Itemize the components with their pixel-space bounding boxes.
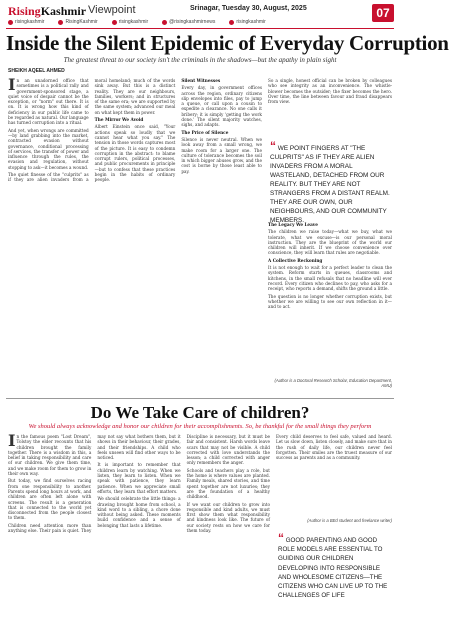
- social-label: RisingKashmir: [65, 19, 98, 25]
- article-paragraph: Every day, in government offices across the region, ordinary citizens slip envelopes into files, pay to jump a queue, or call upon a cousin to expedite a clearance. No one calls it bribery; it is simply 'getting the work done.' The silent majority watches, sighs, and adapts.: [181, 85, 262, 128]
- pull-quote-text: WE POINT FINGERS AT "THE CULPRITS" AS IF THEY ARE ALIEN INVADERS FROM A MORAL WASTELAND, DETACHED FROM OUR REALITY. BUT THEY ARE NOT STRANGERS FROM A DISTANT REALM. THEY ARE OUR OWN, OUR NEIGHBOURS, AND OUR COMMUNITY MEMBERS.: [270, 145, 390, 224]
- article-body: [8, 75, 262, 396]
- pull-quote: [270, 139, 392, 225]
- article-paragraph: Albert Einstein once said, "Your actions speak so loudly that we cannot hear what you say." The tension in those words captures most of the picture. It is easy to condemn corruption in the abstract: to blame corrupt rulers, political processes, and public procurements in principle—but to confess that these practices begin in the habits of ordinary people.: [94, 124, 176, 183]
- article-paragraph: The quiet finesse of the "culprits" as if they are alien invaders from a moral homeland; much of the words sink away. But this is a distinct reality. They are our neighbours, families, workers; and in structures of the same era; we are supported by the same system; advanced our meal on what kept them in power.: [8, 78, 176, 183]
- article-byline: SHEIKH AQEEL AHMED: [8, 68, 65, 74]
- article-paragraph: The question is no longer whether corruption exists, but whether we are willing to see our own reflection in it—and to act.: [268, 293, 392, 310]
- quote-mark-icon: “: [270, 139, 276, 153]
- pull-quote-text: GOOD PARENTING AND GOOD ROLE MODELS ARE ESSENTIAL TO GUIDING OUR CHILDREN DEVELOPING INTO RESPONSIBLE AND WHOLESOME CITIZENS—THE CITIZENS WHO CAN LIVE UP TO THE CHALLENGES OF LIFE: [278, 537, 388, 600]
- article-divider: [6, 398, 394, 399]
- article-sidebar-text: [268, 78, 392, 138]
- article-paragraph: The children we raise today—what we buy, what we tolerate, what we excuse—is our personal moral instruction. They are the blueprint of the world our children will inherit. If we choose convenience over conscience, they will learn that rules are negotiable.: [268, 229, 392, 256]
- social-link-twitter[interactable]: [58, 18, 97, 26]
- page-number-badge: 07: [372, 4, 394, 22]
- article-deck: The greatest threat to our society isn't the criminals in the shadows—but the apathy in plain sight: [63, 56, 337, 64]
- article-body-2: [8, 431, 270, 638]
- article-paragraph: In an unadorned office that sometimes is a political rally and government-sponsored stage, a quiet voice of despair cannot be the exception, or "norm" out there. It is on. It is wrong how this kind of deficiency in our public life came to be regarded as natural. Our language has turned corruption into a ritual.: [8, 75, 89, 126]
- article-paragraph: It is not enough to wait for a perfect leader to clean the system. Reform starts in queues, classrooms and kitchens, in the small refusals that no headline will ever record. Every citizen who declines to pay, who asks for a receipt, who reports a demand, shifts the ground a little.: [268, 265, 392, 292]
- article-paragraph: Silence is never neutral. When we look away from a small wrong, we make room for a larger one. The culture of tolerance becomes the soil in which bigger abuses grow, and the cost is borne by those least able to pay.: [181, 136, 262, 174]
- article-paragraph: Children need attention more than anything else. Their pain is quiet. They may not say what bothers them, but it shows in their behaviour, their grades, and their friendships. A child who feels unseen will find other ways to be noticed.: [8, 434, 181, 534]
- brand-accent: Kashmir: [40, 4, 87, 18]
- brand-logo[interactable]: [8, 4, 86, 19]
- article-subhead: A Collective Reckoning: [268, 257, 323, 263]
- article-headline: Inside the Silent Epidemic of Everyday Corruption: [6, 31, 449, 55]
- social-link-youtube[interactable]: [162, 18, 215, 26]
- article-subhead: The Legacy We Leave: [268, 222, 318, 227]
- article-paragraph: Schools and teachers play a role, but the home is where values are planted. Family meals, shared stories, and time spent together are not luxuries; they are the foundation of a healthy childhood.: [186, 467, 270, 500]
- social-label: risingkashmir: [118, 19, 149, 25]
- article-paragraph: It is important to remember that children learn by watching. When we listen, they learn to listen. When we speak with patience, they learn patience. When we appreciate small efforts, they learn that effort matters.: [97, 462, 181, 494]
- social-links: [8, 18, 368, 26]
- article-paragraph: So a single, honest official can be broken by colleagues who see integrity as an inconvenience. The whistle-blower becomes the outsider; the fixer becomes the hero. Over time, the line between favour and fraud disappears from view.: [268, 78, 392, 105]
- facebook-icon: [8, 20, 13, 25]
- header-rule: [6, 28, 394, 29]
- article-sidebar-text-2: [268, 222, 392, 392]
- article-paragraph: But today, we find ourselves racing from one responsibility to another. Parents spend long hours at work, and children are often left alone with screens. The result is a generation that is connected to the world yet disconnected from the people closest to them.: [8, 478, 92, 521]
- twitter-icon: [58, 20, 63, 25]
- masthead: [0, 0, 400, 28]
- article-subhead: The Price of Silence: [181, 129, 229, 135]
- section-title: Viewpoint: [88, 4, 136, 16]
- article-headline-2: Do We Take Care of children?: [90, 403, 310, 422]
- social-link-facebook[interactable]: [8, 18, 44, 26]
- youtube-icon: [162, 20, 167, 25]
- author-note-2: (Author is a BEd student and freelance writer): [307, 518, 392, 523]
- social-label: @risingkashmirnews: [169, 19, 216, 25]
- article-deck-2: We should always acknowledge and honor our children for their accomplishments. So, be thankful for the small things they perform: [28, 423, 372, 430]
- pull-quote-2: [278, 531, 392, 600]
- article-paragraph: And yet, when wrongs are committed—by land grabbing into the market, contracted evasion without governance, conditional processing of services, the transfer of power and influence through the rules, the evasion and regulation, without stopping to ask—it becomes a wound.: [8, 127, 89, 170]
- author-note: (Author is a Doctoral Research Scholar, Education Department, AMU): [274, 378, 392, 388]
- social-link-whatsapp[interactable]: [229, 18, 265, 26]
- article-paragraph: If we want our children to grow into responsible and kind adults, we must first show them what responsibility and kindness look like. The future of our society rests on how we care for them today.: [186, 501, 270, 534]
- article-paragraph: We should celebrate the little things: a drawing brought home from school, a kind word to a sibling, a chore done without being asked. These moments build confidence and a sense of belonging that lasts a lifetime.: [97, 496, 181, 528]
- instagram-icon: [112, 20, 117, 25]
- brand-main: Rising: [8, 4, 41, 18]
- article-subhead: The Mirror We Avoid: [94, 117, 144, 123]
- article-paragraph: In the famous poem "Lost Dream", Tolstoy the elder recounts that his children brought the family together. There is a wisdom in this, a belief in taking responsibility and care of our children. We give them time, and we make room for them to grow in their own way.: [8, 431, 92, 477]
- whatsapp-icon: [229, 20, 234, 25]
- article-paragraph: Discipline is necessary, but it must be fair and consistent. Harsh words leave scars that may not be visible. A child corrected with love understands the lesson; a child corrected with anger only remembers the anger.: [186, 434, 270, 466]
- social-label: risingkashmir: [15, 19, 45, 25]
- article-paragraph: Every child deserves to feel safe, valued and heard. Let us slow down, listen closely, and make sure that in the rush of daily life, our children never feel forgotten. Their smiles are the truest measure of our success as parents and as a community.: [276, 434, 392, 461]
- quote-mark-icon: “: [278, 531, 284, 545]
- dateline: Srinagar, Tuesday 30, August, 2025: [190, 5, 307, 12]
- article-sidebar-text-3: [276, 434, 392, 514]
- article-subhead: Silent Witnesses: [181, 78, 221, 83]
- social-link-instagram[interactable]: [112, 18, 148, 26]
- social-label: risingkashmir: [236, 19, 266, 25]
